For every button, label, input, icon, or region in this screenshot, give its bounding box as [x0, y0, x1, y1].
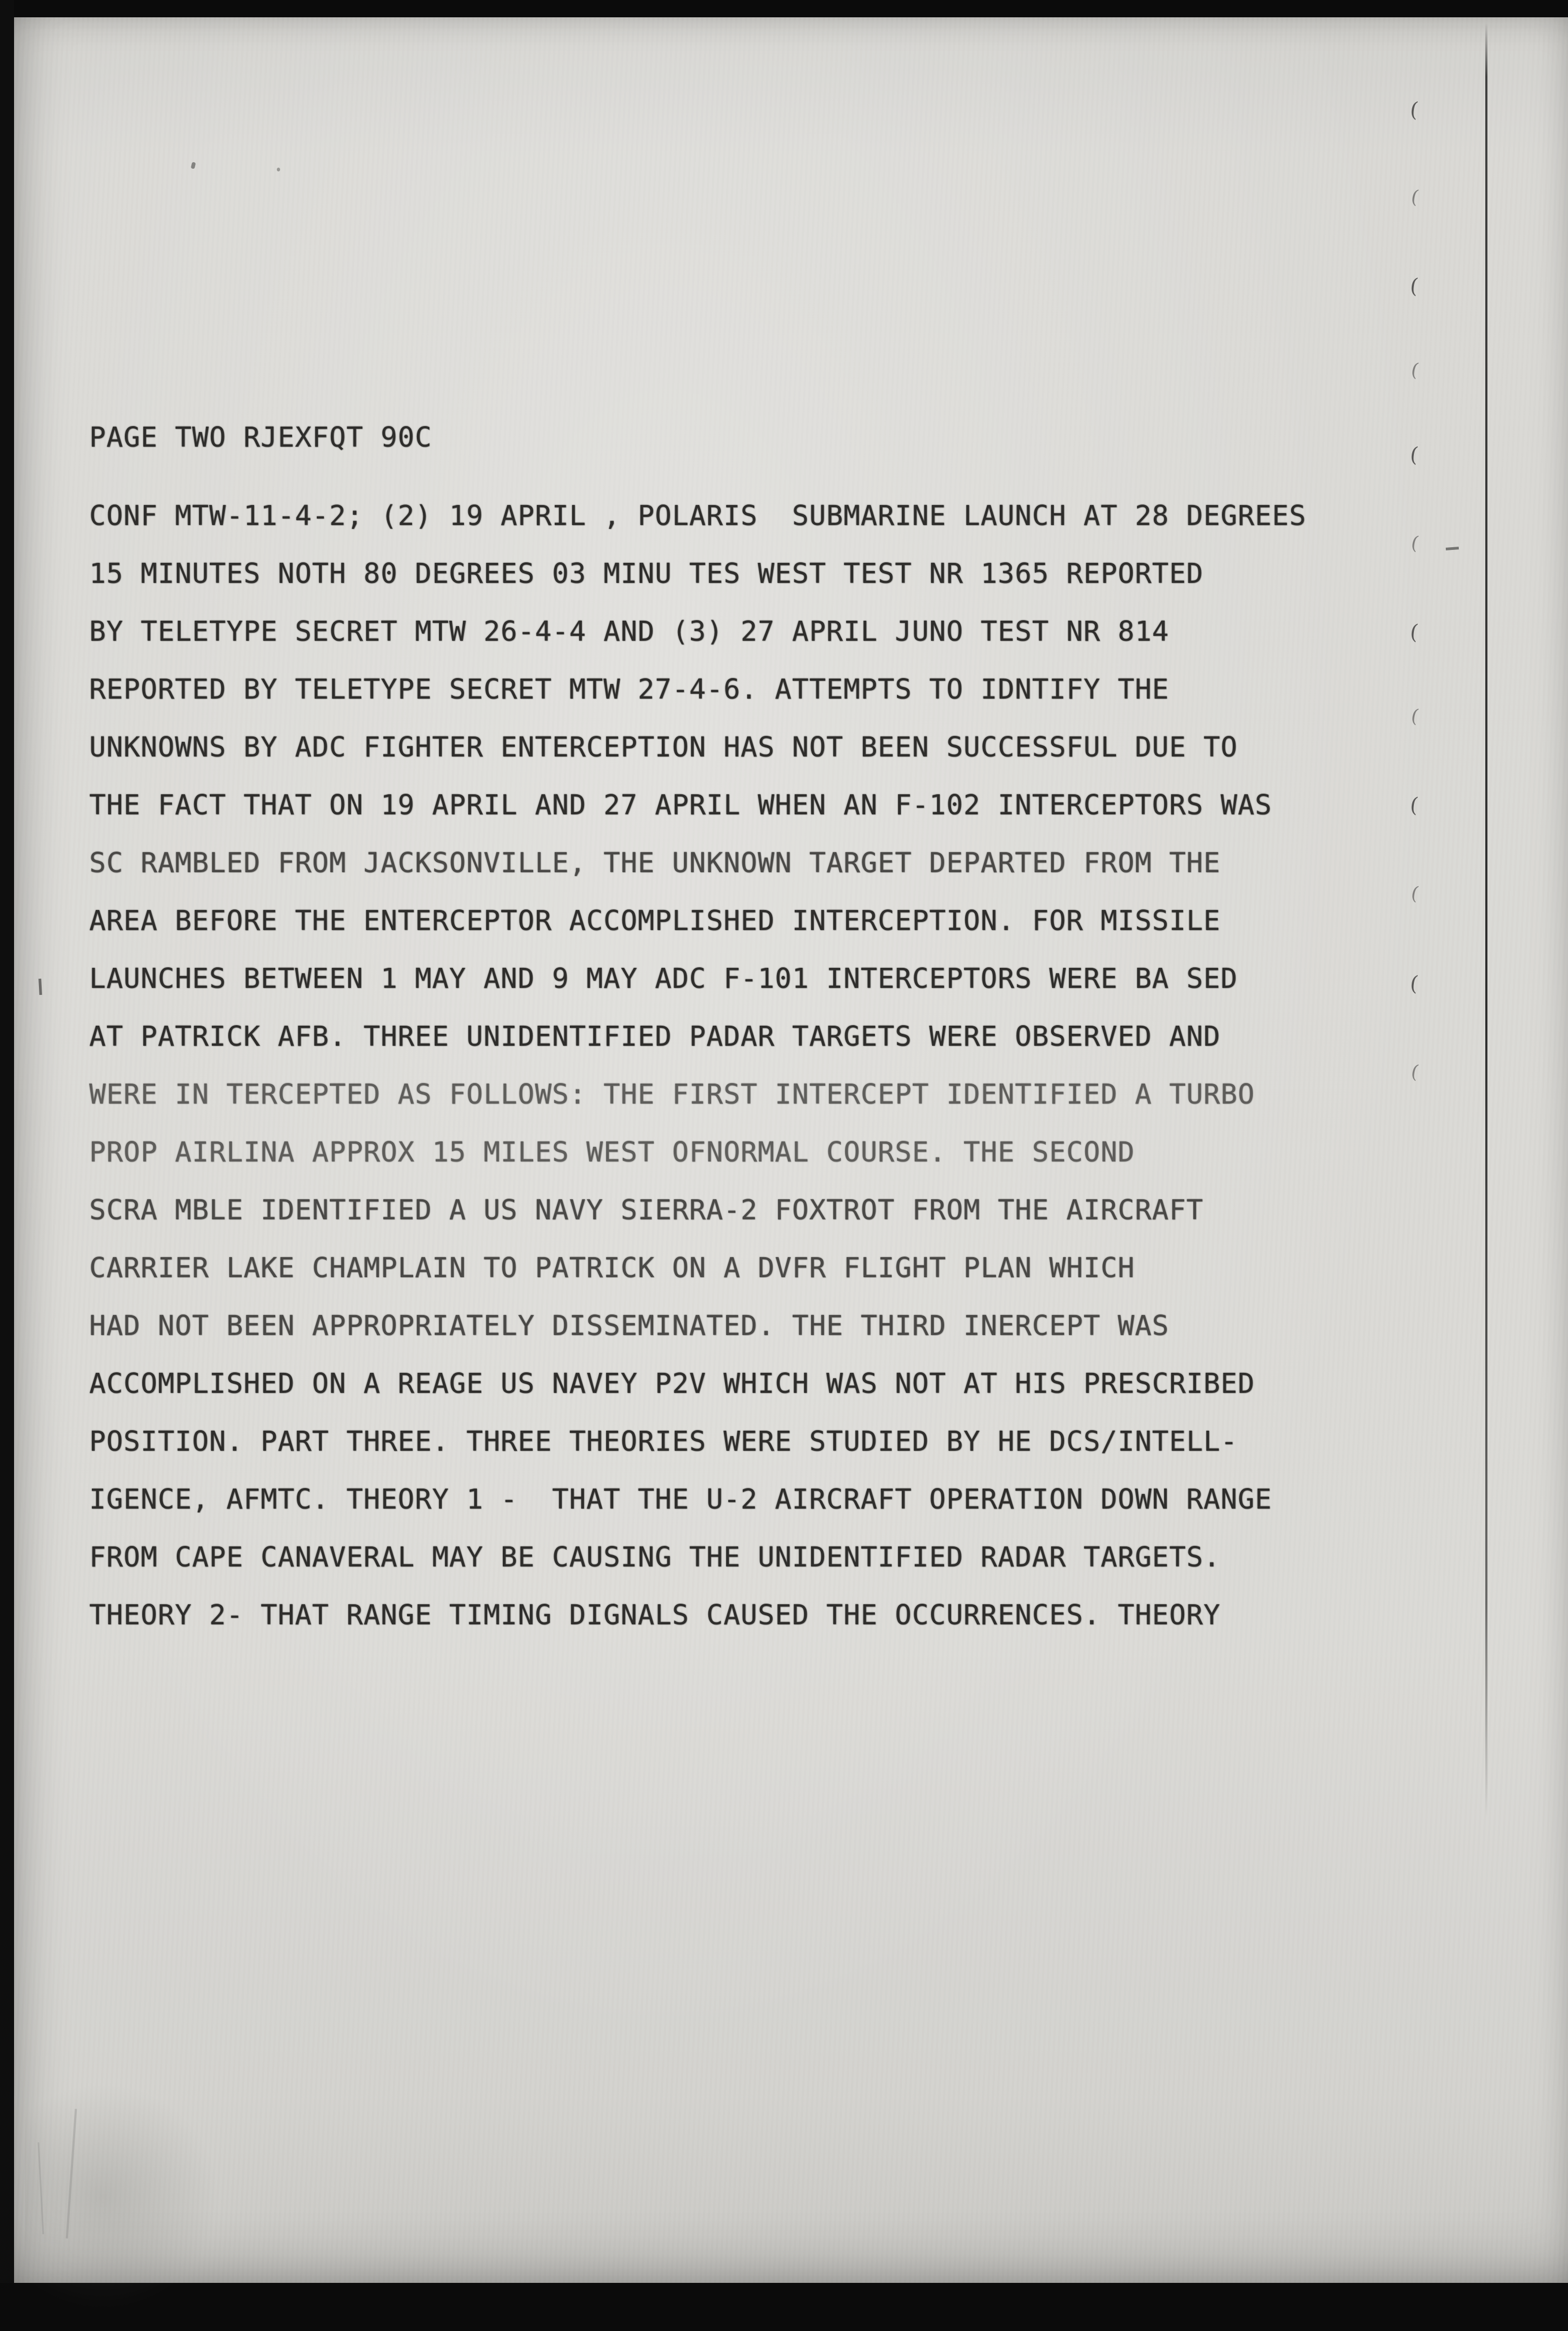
scan-margin-mark: ( — [1408, 619, 1420, 645]
document-line: IGENCE, AFMTC. THEORY 1 - THAT THE U-2 AIRCRAFT OPERATION DOWN RANGE — [89, 1484, 1272, 1516]
document-line: LAUNCHES BETWEEN 1 MAY AND 9 MAY ADC F-101 INTERCEPTORS WERE BA SED — [89, 963, 1238, 995]
scan-speck — [277, 168, 280, 171]
document-line: AREA BEFORE THE ENTERCEPTOR ACCOMPLISHED INTERCEPTION. FOR MISSILE — [89, 905, 1221, 937]
scan-margin-mark: ( — [1408, 792, 1420, 818]
document-line: AT PATRICK AFB. THREE UNIDENTIFIED PADAR TARGETS WERE OBSERVED AND — [89, 1021, 1221, 1053]
scan-dash-mark — [1446, 547, 1459, 550]
page-edge-line — [1485, 23, 1487, 1818]
document-line: UNKNOWNS BY ADC FIGHTER ENTERCEPTION HAS NOT BEEN SUCCESSFUL DUE TO — [89, 732, 1238, 763]
document-line: HAD NOT BEEN APPROPRIATELY DISSEMINATED. THE THIRD INERCEPT WAS — [89, 1310, 1170, 1342]
scan-margin-mark: ( — [1409, 882, 1421, 905]
document-line: SC RAMBLED FROM JACKSONVILLE, THE UNKNOWN TARGET DEPARTED FROM THE — [89, 847, 1221, 879]
scan-margin-mark: ( — [1408, 442, 1420, 467]
document-line: WERE IN TERCEPTED AS FOLLOWS: THE FIRST INTERCEPT IDENTIFIED A TURBO — [89, 1079, 1255, 1111]
scan-margin-mark: ( — [1409, 705, 1421, 727]
scan-border-bottom — [0, 2283, 1568, 2331]
scan-margin-mark: ( — [1409, 358, 1421, 381]
document-line: POSITION. PART THREE. THREE THEORIES WERE STUDIED BY HE DCS/INTELL- — [89, 1426, 1238, 1458]
document-line: THEORY 2- THAT RANGE TIMING DIGNALS CAUSED THE OCCURRENCES. THEORY — [89, 1599, 1221, 1631]
scan-margin-mark: ( — [1408, 97, 1420, 122]
scan-border-left — [0, 0, 14, 2331]
document-line: CARRIER LAKE CHAMPLAIN TO PATRICK ON A DVFR FLIGHT PLAN WHICH — [89, 1252, 1135, 1284]
scan-margin-mark: ( — [1408, 273, 1420, 298]
scan-margin-mark: ( — [1409, 532, 1421, 554]
scan-margin-mark: ( — [1409, 1060, 1421, 1083]
document-text — [89, 409, 1441, 1644]
document-line: CONF MTW-11-4-2; (2) 19 APRIL , POLARIS SUBMARINE LAUNCH AT 28 DEGREES — [89, 500, 1307, 532]
scan-margin-mark: ( — [1409, 185, 1421, 208]
document-line: SCRA MBLE IDENTIFIED A US NAVY SIERRA-2 FOXTROT FROM THE AIRCRAFT — [89, 1194, 1204, 1226]
document-line: 15 MINUTES NOTH 80 DEGREES 03 MINU TES WEST TEST NR 1365 REPORTED — [89, 558, 1204, 590]
scan-smudge — [25, 2083, 220, 2310]
document-line: PROP AIRLINA APPROX 15 MILES WEST OFNORMAL COURSE. THE SECOND — [89, 1137, 1135, 1168]
scan-margin-mark: ( — [1408, 971, 1420, 996]
paper — [14, 17, 1568, 2283]
scan-tick-mark — [38, 979, 42, 995]
document-line: BY TELETYPE SECRET MTW 26-4-4 AND (3) 27 APRIL JUNO TEST NR 814 — [89, 616, 1170, 648]
document-line: FROM CAPE CANAVERAL MAY BE CAUSING THE UNIDENTIFIED RADAR TARGETS. — [89, 1542, 1221, 1573]
document-line: THE FACT THAT ON 19 APRIL AND 27 APRIL WHEN AN F-102 INTERCEPTORS WAS — [89, 789, 1272, 821]
scan-border-top — [0, 0, 1568, 17]
document-line: ACCOMPLISHED ON A REAGE US NAVEY P2V WHICH WAS NOT AT HIS PRESCRIBED — [89, 1368, 1255, 1400]
page-header: PAGE TWO RJEXFQT 90C — [89, 422, 433, 454]
document-line: REPORTED BY TELETYPE SECRET MTW 27-4-6. ATTEMPTS TO IDNTIFY THE — [89, 674, 1170, 706]
scan-speck — [191, 162, 196, 169]
